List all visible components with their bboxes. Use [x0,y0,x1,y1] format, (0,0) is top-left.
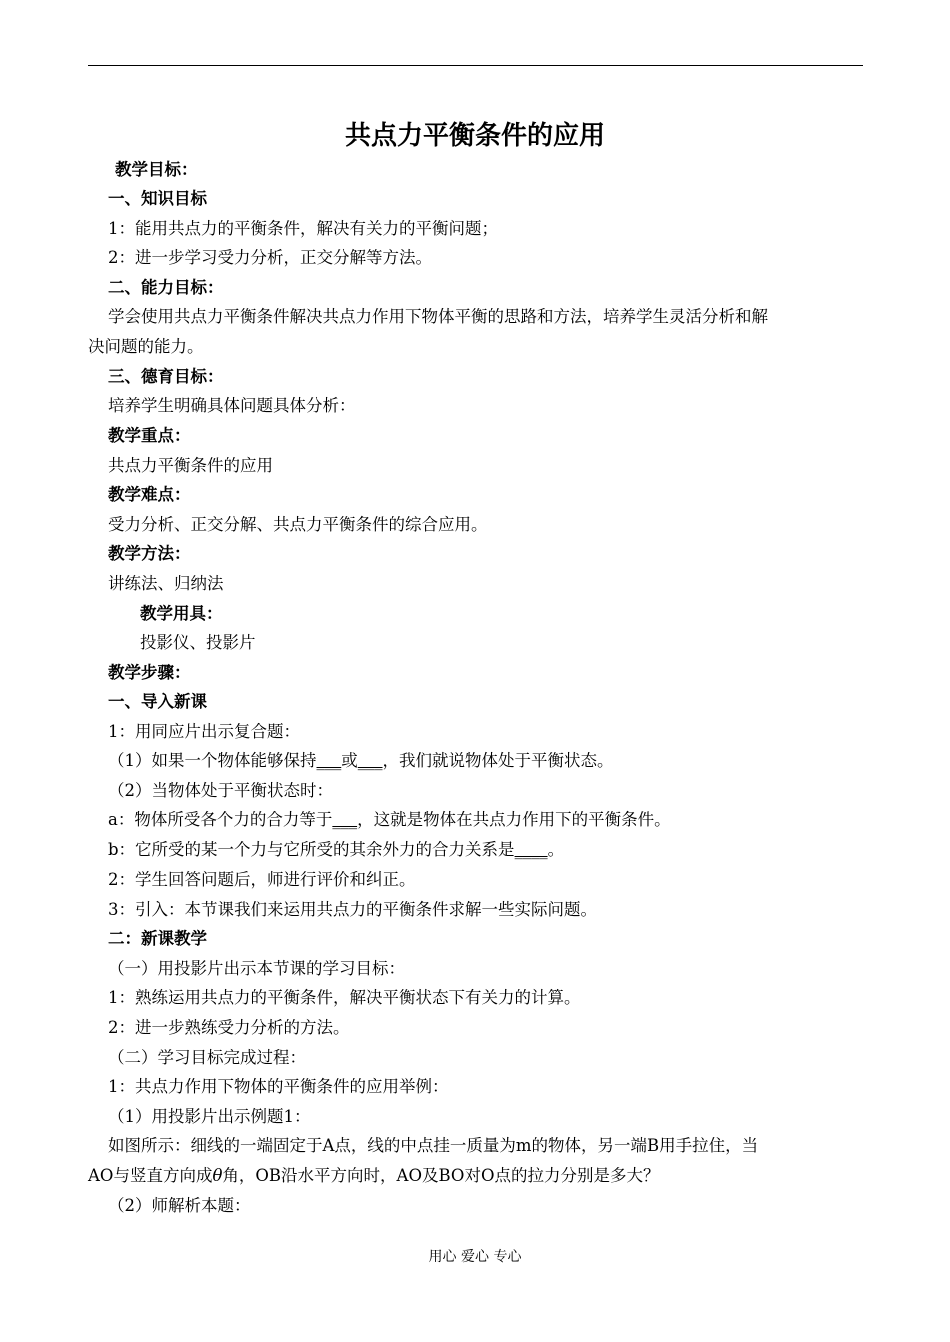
blank: ___ [332,810,358,829]
question-b-text-a: b：它所受的某一个力与它所受的其余外力的合力关系是 [108,840,515,859]
heading-lines-0: 教学目标： [115,160,198,179]
heading-lines2-11: 一、导入新课 [108,692,207,711]
heading-lines2-4: 教学难点： [108,485,191,504]
paragraph-ability-line2: 决问题的能力。 [88,337,204,356]
text-line-lines3-8: （1）用投影片出示例题1： [108,1107,311,1126]
question-a-text-b: ，这就是物体在共点力作用下的平衡条件。 [357,810,671,829]
paragraph-ability [88,302,866,362]
question-b [108,835,564,865]
paragraph-example [88,1131,866,1191]
heading-lines3-2: 二：新课教学 [108,929,207,948]
page-title: 共点力平衡条件的应用 [344,121,605,151]
blank: ____ [514,840,548,859]
text-line-lines2-7: 讲练法、归纳法 [108,574,224,593]
heading-lines2-8: 教学用具： [140,604,223,623]
text-line-lines-2: 1：能用共点力的平衡条件，解决有关力的平衡问题； [108,219,498,238]
question-a [108,805,671,835]
paragraph-example-line2 [88,1161,866,1191]
heading-lines2-6: 教学方法： [108,544,191,563]
blank: ___ [357,751,383,770]
question-1-text-c: ，我们就说物体处于平衡状态。 [382,751,614,770]
question-1-text-b: 或 [341,751,358,770]
heading-lines2-0: 三、德育目标： [108,367,224,386]
paragraph-example-line1: 如图所示：细线的一端固定于A点，线的中点挂一质量为m的物体，另一端B用手拉住，当 [108,1136,759,1155]
text-line-lines2-5: 受力分析、正交分解、共点力平衡条件的综合应用。 [108,515,488,534]
question-2: （2）当物体处于平衡状态时： [108,781,333,800]
heading-lines-4: 二、能力目标： [108,278,224,297]
text-line-lines3-4: 1：熟练运用共点力的平衡条件，解决平衡状态下有关力的计算。 [108,988,581,1007]
question-a-text-a: a：物体所受各个力的合力等于 [108,810,333,829]
theta-symbol: θ [212,1166,223,1185]
text-line-lines2-12: 1：用同应片出示复合题： [108,722,300,741]
text-line-lines3-6: （二）学习目标完成过程： [108,1048,306,1067]
paragraph-example-line2-a: AO与竖直方向成 [88,1166,213,1185]
text-line-lines3-5: 2：进一步熟练受力分析的方法。 [108,1018,350,1037]
question-1 [108,746,614,776]
paragraph-example-line2-b: 角，OB沿水平方向时，AO及BO对O点的拉力分别是多大？ [222,1166,660,1185]
text-line-lines-3: 2：进一步学习受力分析，正交分解等方法。 [108,248,432,267]
text-line-lines3-0: 2：学生回答问题后，师进行评价和纠正。 [108,870,416,889]
text-line-lines2-1: 培养学生明确具体问题具体分析： [108,396,356,415]
text-line-lines3-3: （一）用投影片出示本节课的学习目标： [108,959,405,978]
page-footer: 用心 爱心 专心 [428,1249,522,1265]
teacher-analysis: （2）师解析本题： [108,1196,251,1215]
text-line-lines2-9: 投影仪、投影片 [140,633,256,652]
text-line-lines2-3: 共点力平衡条件的应用 [108,456,273,475]
question-b-text-b: 。 [547,840,565,859]
heading-lines-1: 一、知识目标 [108,189,207,208]
text-line-lines3-7: 1：共点力作用下物体的平衡条件的应用举例： [108,1077,449,1096]
header-rule [88,65,863,66]
paragraph-ability-line1: 学会使用共点力平衡条件解决共点力作用下物体平衡的思路和方法，培养学生灵活分析和解 [108,307,768,326]
question-1-text-a: （1）如果一个物体能够保持 [108,751,317,770]
blank: ___ [316,751,342,770]
text-line-lines3-1: 3：引入：本节课我们来运用共点力的平衡条件求解一些实际问题。 [108,900,597,919]
heading-lines2-10: 教学步骤： [108,663,191,682]
heading-lines2-2: 教学重点： [108,426,191,445]
